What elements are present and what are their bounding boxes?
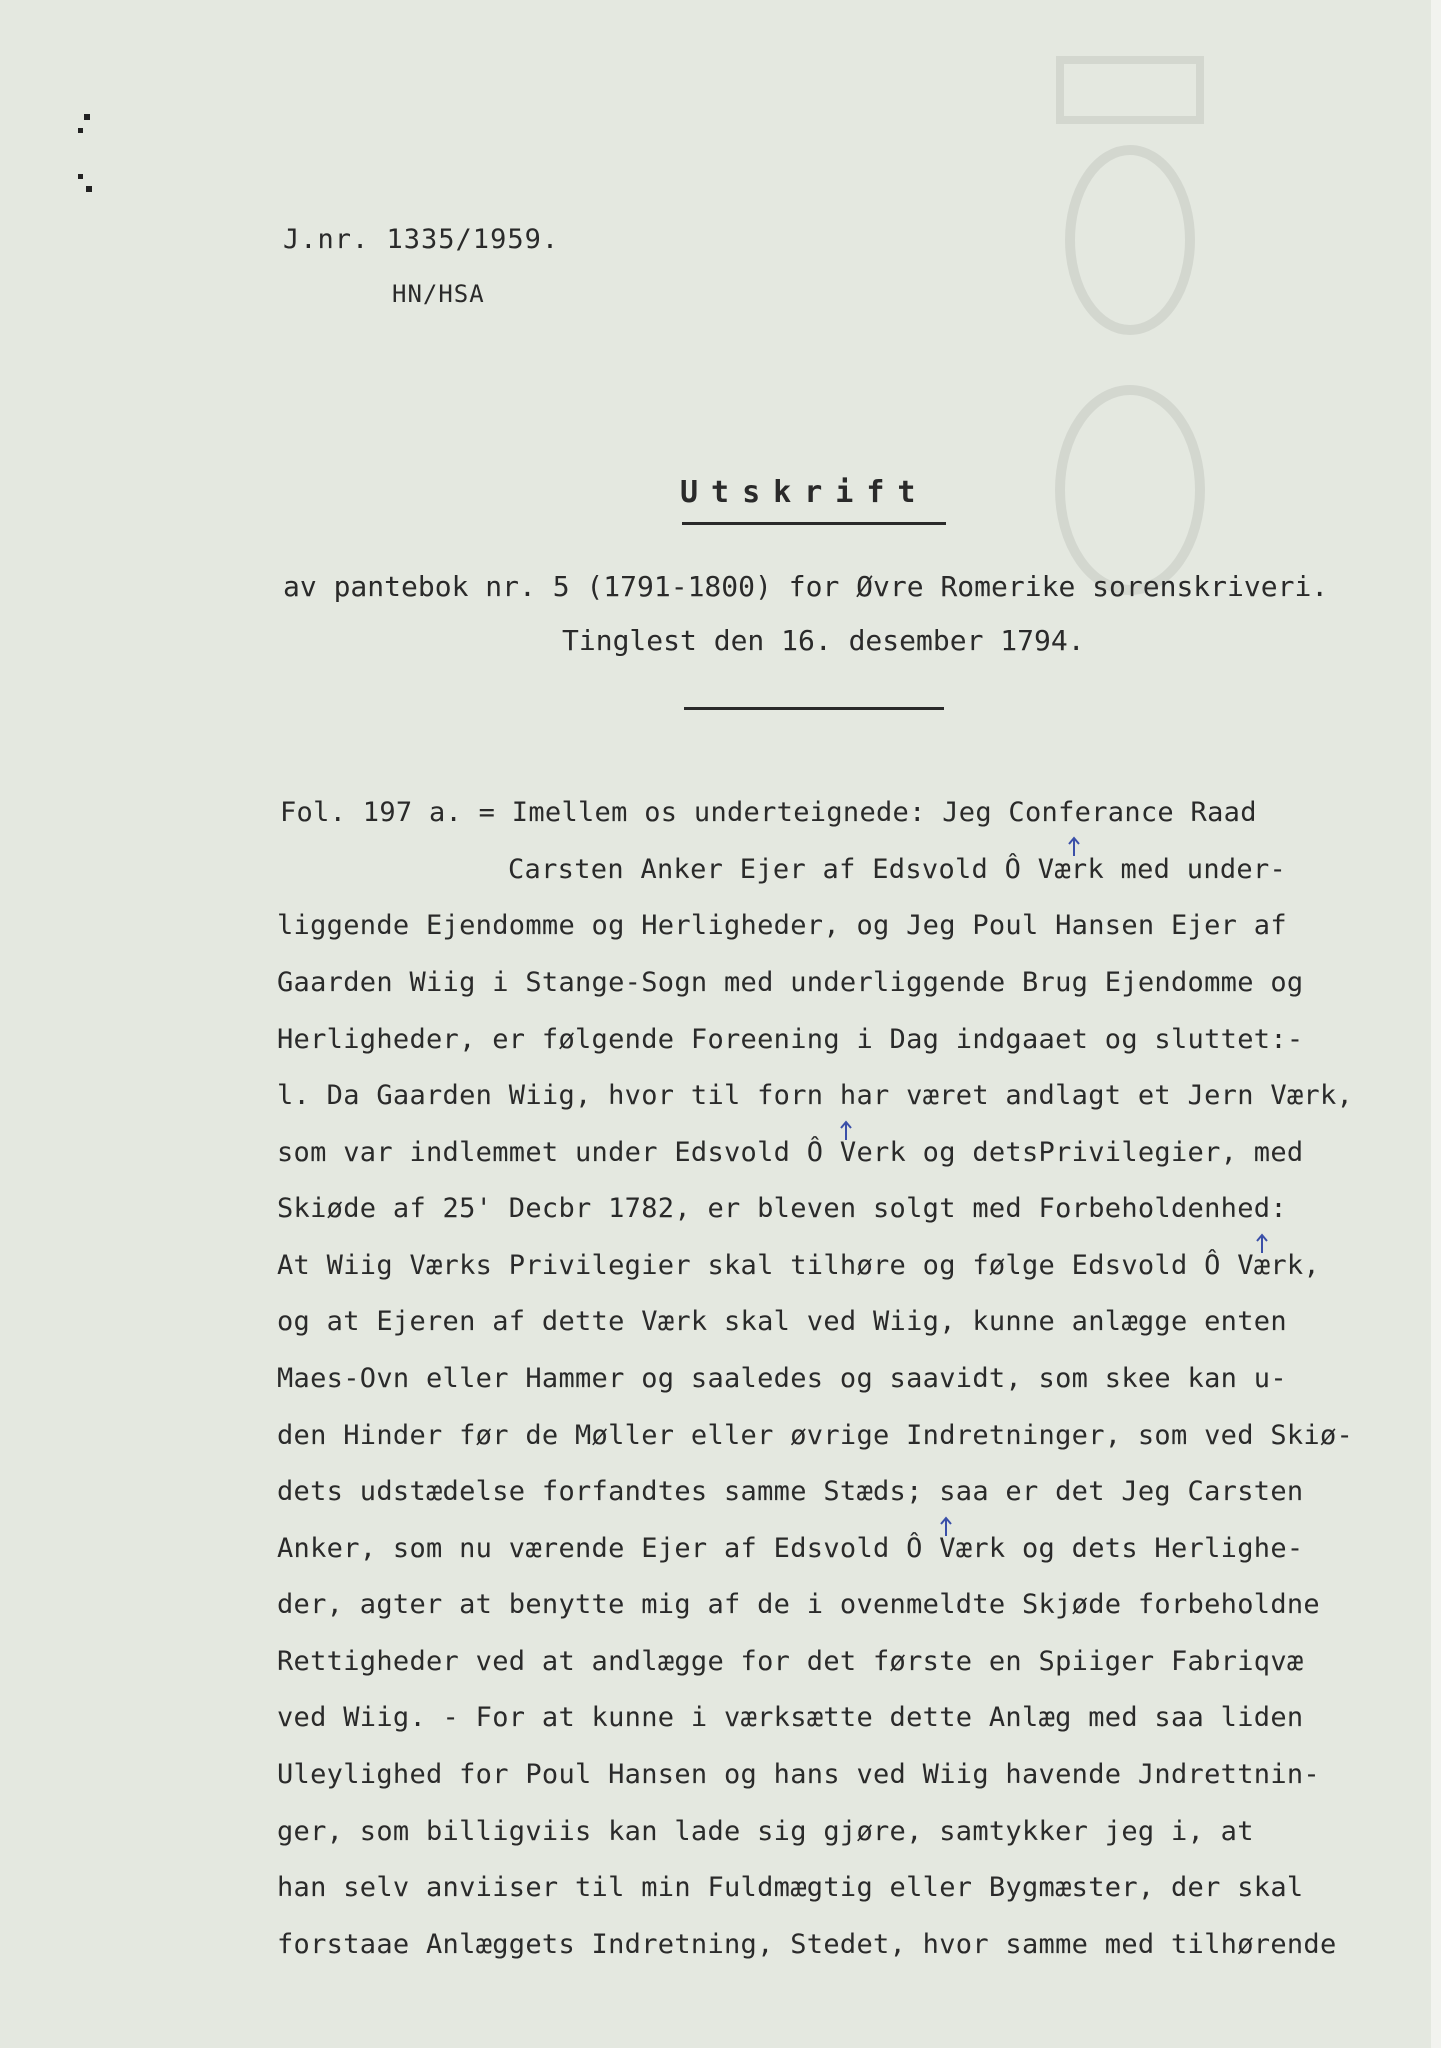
body-line: Skiøde af 25' Decbr 1782, er bleven solgt med Forbeholdenhed: <box>277 1193 1287 1224</box>
punch-mark <box>78 128 83 133</box>
body-line: Herligheder, er følgende Foreening i Dag indgaaet og sluttet:- <box>277 1024 1304 1055</box>
section-divider <box>684 707 944 710</box>
body-line: ger, som billigviis kan lade sig gjøre, samtykker jeg i, at <box>277 1816 1254 1847</box>
body-line: ved Wiig. - For at kunne i værksætte dette Anlæg med saa liden <box>277 1702 1304 1733</box>
body-line: og at Ejeren af dette Værk skal ved Wiig, kunne anlægge enten <box>277 1306 1287 1337</box>
subtitle-line-2: Tinglest den 16. desember 1794. <box>562 624 1085 657</box>
initials: HN/HSA <box>392 280 485 308</box>
body-line: han selv anviiser til min Fuldmægtig eller Bygmæster, der skal <box>277 1872 1304 1903</box>
title-underline <box>682 522 946 525</box>
page-title: Utskrift <box>680 475 929 510</box>
body-line: liggende Ejendomme og Herligheder, og Jeg Poul Hansen Ejer af <box>277 910 1287 941</box>
pen-mark-icon <box>938 1516 954 1538</box>
body-line: At Wiig Værks Privilegier skal tilhøre og følge Edsvold Ô Værk, <box>277 1250 1320 1281</box>
page-edge <box>1431 0 1441 2048</box>
body-line: som var indlemmet under Edsvold Ô Verk og detsPrivilegier, med <box>277 1137 1304 1168</box>
body-line: Rettigheder ved at andlægge for det første en Spiiger Fabriqvæ <box>277 1646 1304 1677</box>
body-line: forstaae Anlæggets Indretning, Stedet, hvor samme med tilhørende <box>277 1929 1337 1960</box>
body-line: den Hinder før de Møller eller øvrige Indretninger, som ved Skiø- <box>277 1420 1354 1451</box>
body-line: Carsten Anker Ejer af Edsvold Ô Værk med under- <box>508 854 1287 885</box>
subtitle-line-1: av pantebok nr. 5 (1791-1800) for Øvre Romerike sorenskriveri. <box>283 570 1329 603</box>
pen-mark-icon <box>1066 836 1082 858</box>
punch-mark <box>78 174 83 179</box>
body-line: der, agter at benytte mig af de i ovenmeldte Skjøde forbeholdne <box>277 1589 1320 1620</box>
body-line: dets udstædelse forfandtes samme Stæds; saa er det Jeg Carsten <box>277 1476 1304 1507</box>
punch-mark <box>84 114 90 120</box>
journal-number: J.nr. 1335/1959. <box>283 224 560 255</box>
body-line: Anker, som nu værende Ejer af Edsvold Ô Værk og dets Herlighe- <box>277 1533 1304 1564</box>
pen-mark-icon <box>838 1120 854 1142</box>
show-through-stamp-icon <box>880 30 1400 790</box>
body-line: l. Da Gaarden Wiig, hvor til forn har været andlagt et Jern Værk, <box>277 1080 1354 1111</box>
pen-mark-icon <box>1254 1233 1270 1255</box>
body-line: Gaarden Wiig i Stange-Sogn med underliggende Brug Ejendomme og <box>277 967 1304 998</box>
punch-mark <box>86 186 92 192</box>
body-line: Maes-Ovn eller Hammer og saaledes og saavidt, som skee kan u- <box>277 1363 1287 1394</box>
body-line: Uleylighed for Poul Hansen og hans ved Wiig havende Jndrettnin- <box>277 1759 1320 1790</box>
body-line: Fol. 197 a. = Imellem os underteignede: Jeg Conferance Raad <box>280 797 1257 828</box>
